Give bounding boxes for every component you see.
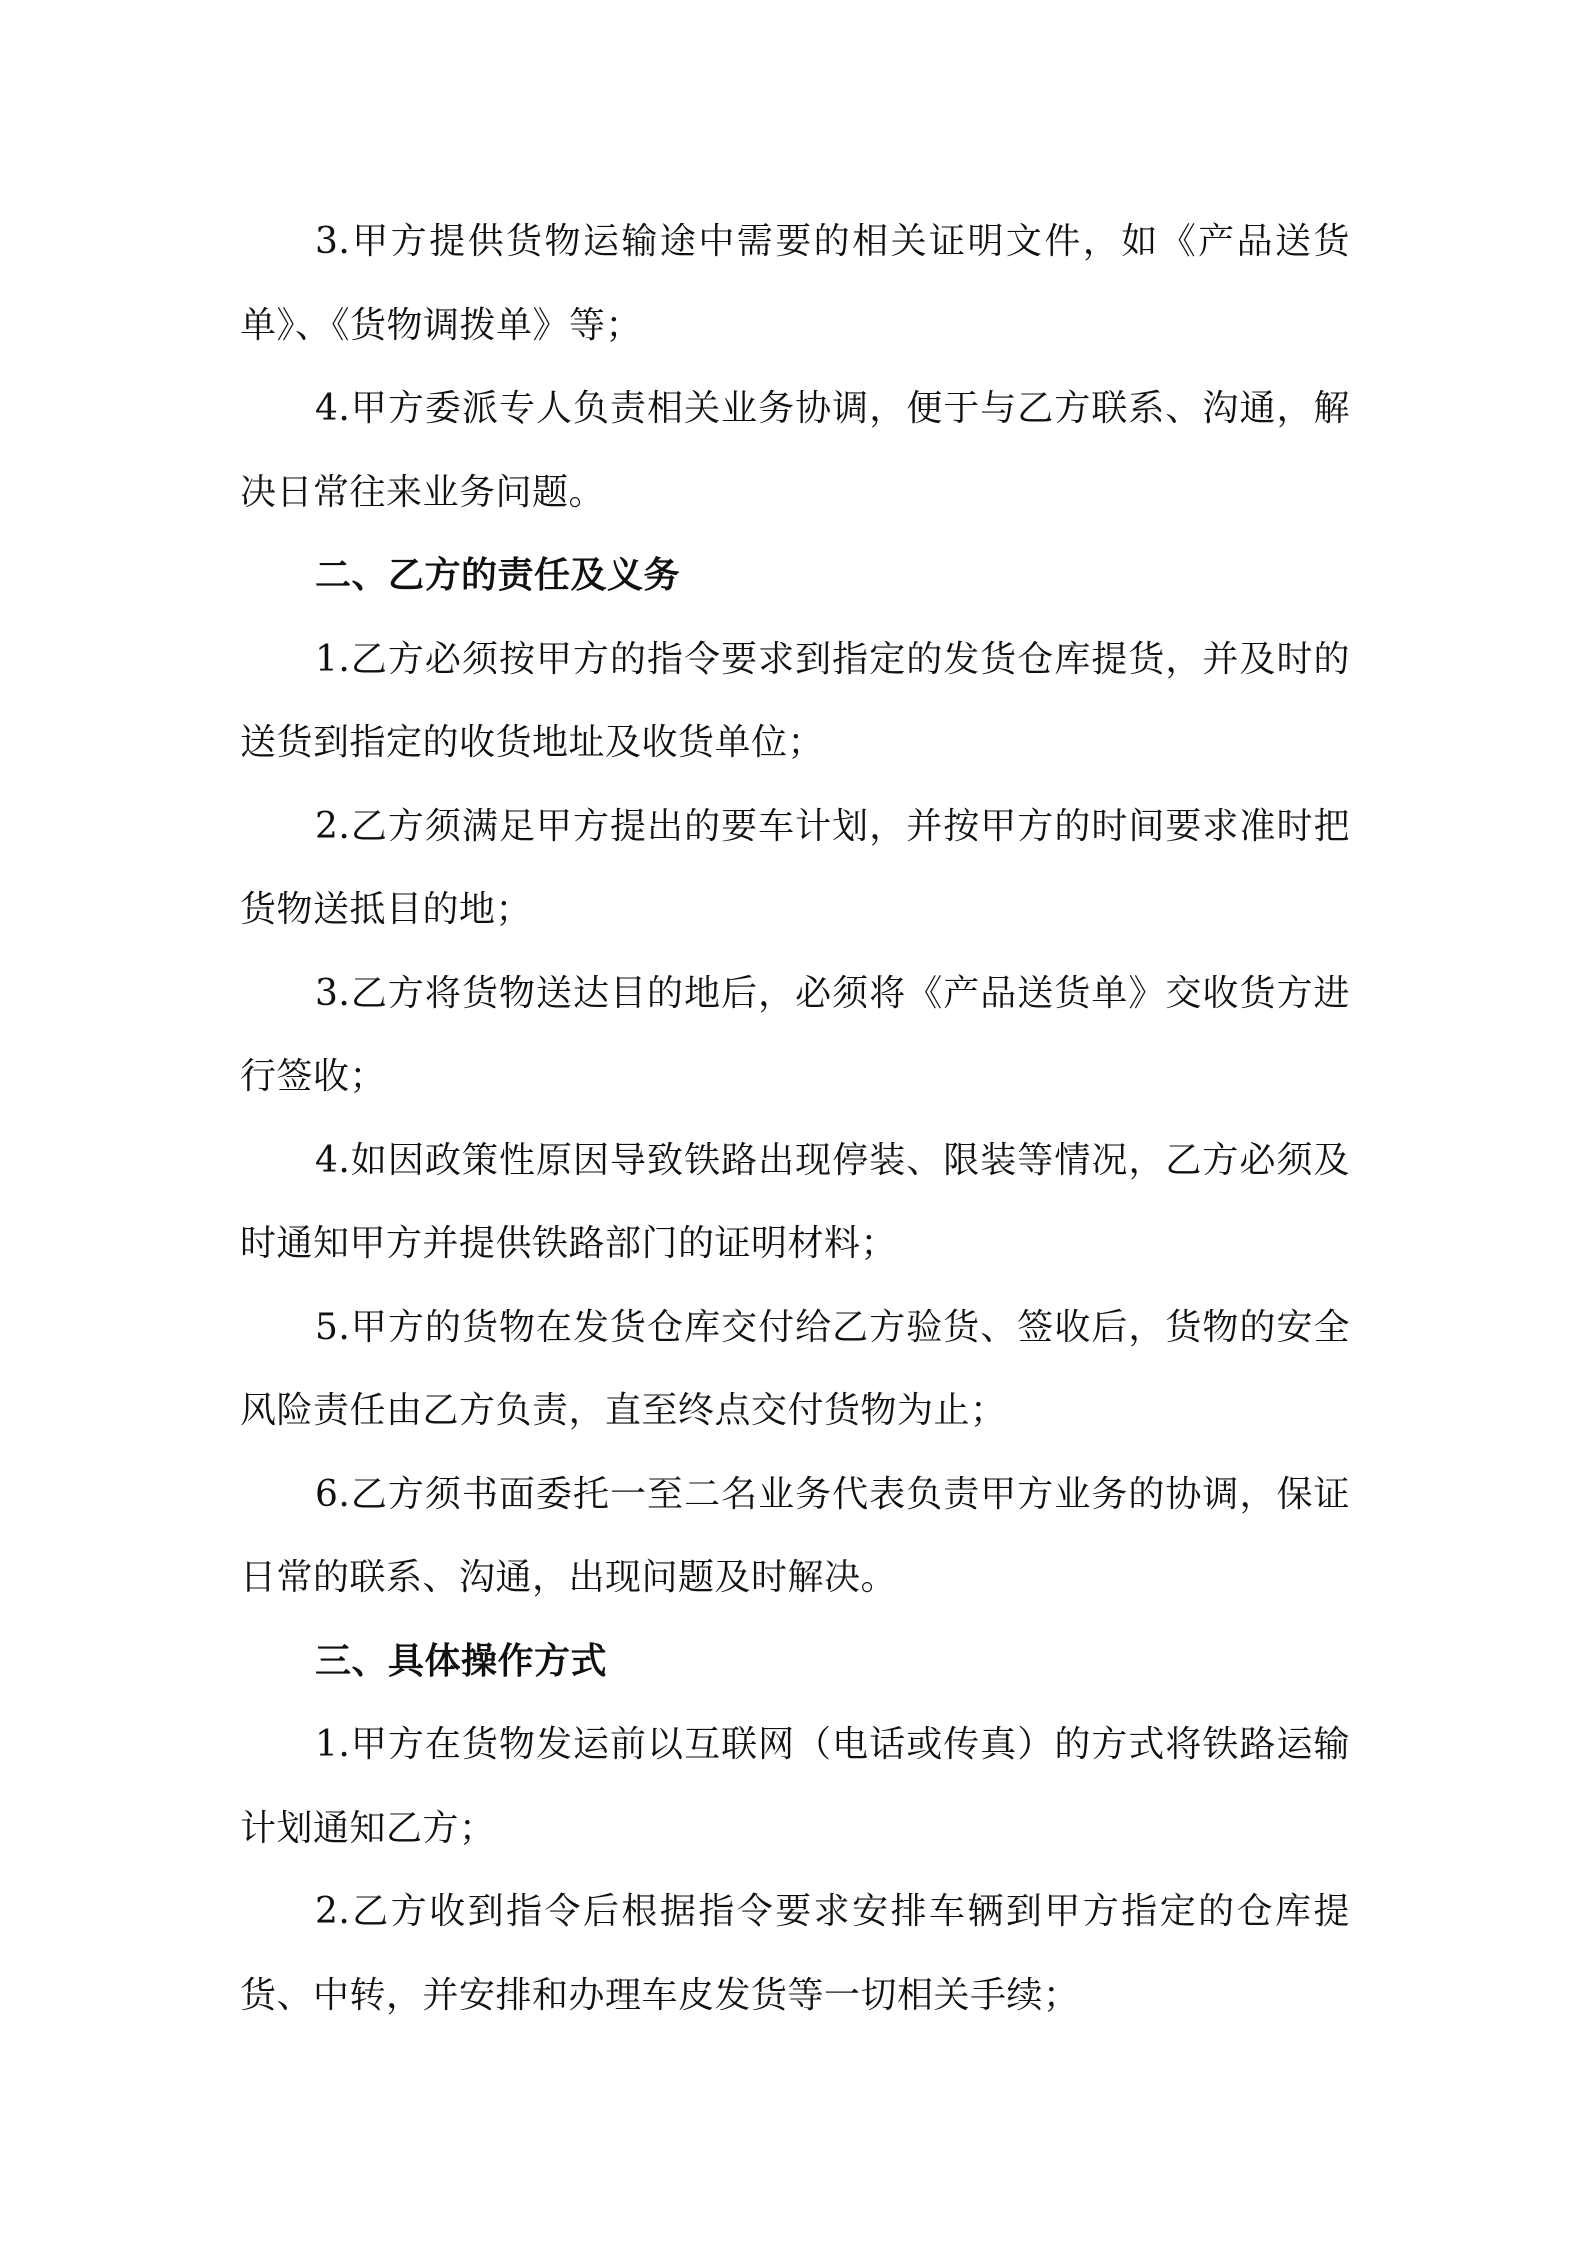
clause-operation-1: 1.甲方在货物发运前以互联网（电话或传真）的方式将铁路运输计划通知乙方； xyxy=(240,1724,1350,1849)
clause-party-b-4: 4.如因政策性原因导致铁路出现停装、限装等情况，乙方必须及时通知甲方并提供铁路部门的证明材料； xyxy=(240,1139,1350,1264)
clause-party-b-5: 5.甲方的货物在发货仓库交付给乙方验货、签收后，货物的安全风险责任由乙方负责，直至终点交付货物为止； xyxy=(240,1306,1350,1431)
clause-party-b-1: 1.乙方必须按甲方的指令要求到指定的发货仓库提货，并及时的送货到指定的收货地址及收货单位； xyxy=(240,638,1350,763)
clause-operation-2: 2.乙方收到指令后根据指令要求安排车辆到甲方指定的仓库提货、中转，并安排和办理车皮发货等一切相关手续； xyxy=(240,1891,1350,2016)
clause-party-b-3: 3.乙方将货物送达目的地后，必须将《产品送货单》交收货方进行签收； xyxy=(240,972,1350,1097)
section-heading-operation-method: 三、具体操作方式 xyxy=(315,1640,608,1682)
clause-party-a-3: 3.甲方提供货物运输途中需要的相关证明文件，如《产品送货单》、《货物调拨单》等； xyxy=(240,221,1350,346)
section-heading-party-b-duties: 二、乙方的责任及义务 xyxy=(315,555,681,596)
clause-party-b-2: 2.乙方须满足甲方提出的要车计划，并按甲方的时间要求准时把货物送抵目的地； xyxy=(240,805,1350,930)
clause-party-b-6: 6.乙方须书面委托一至二名业务代表负责甲方业务的协调，保证日常的联系、沟通，出现问题及时解决。 xyxy=(240,1473,1350,1598)
clause-party-a-4: 4.甲方委派专人负责相关业务协调，便于与乙方联系、沟通，解决日常往来业务问题。 xyxy=(240,388,1350,513)
document-body xyxy=(240,200,1350,2037)
